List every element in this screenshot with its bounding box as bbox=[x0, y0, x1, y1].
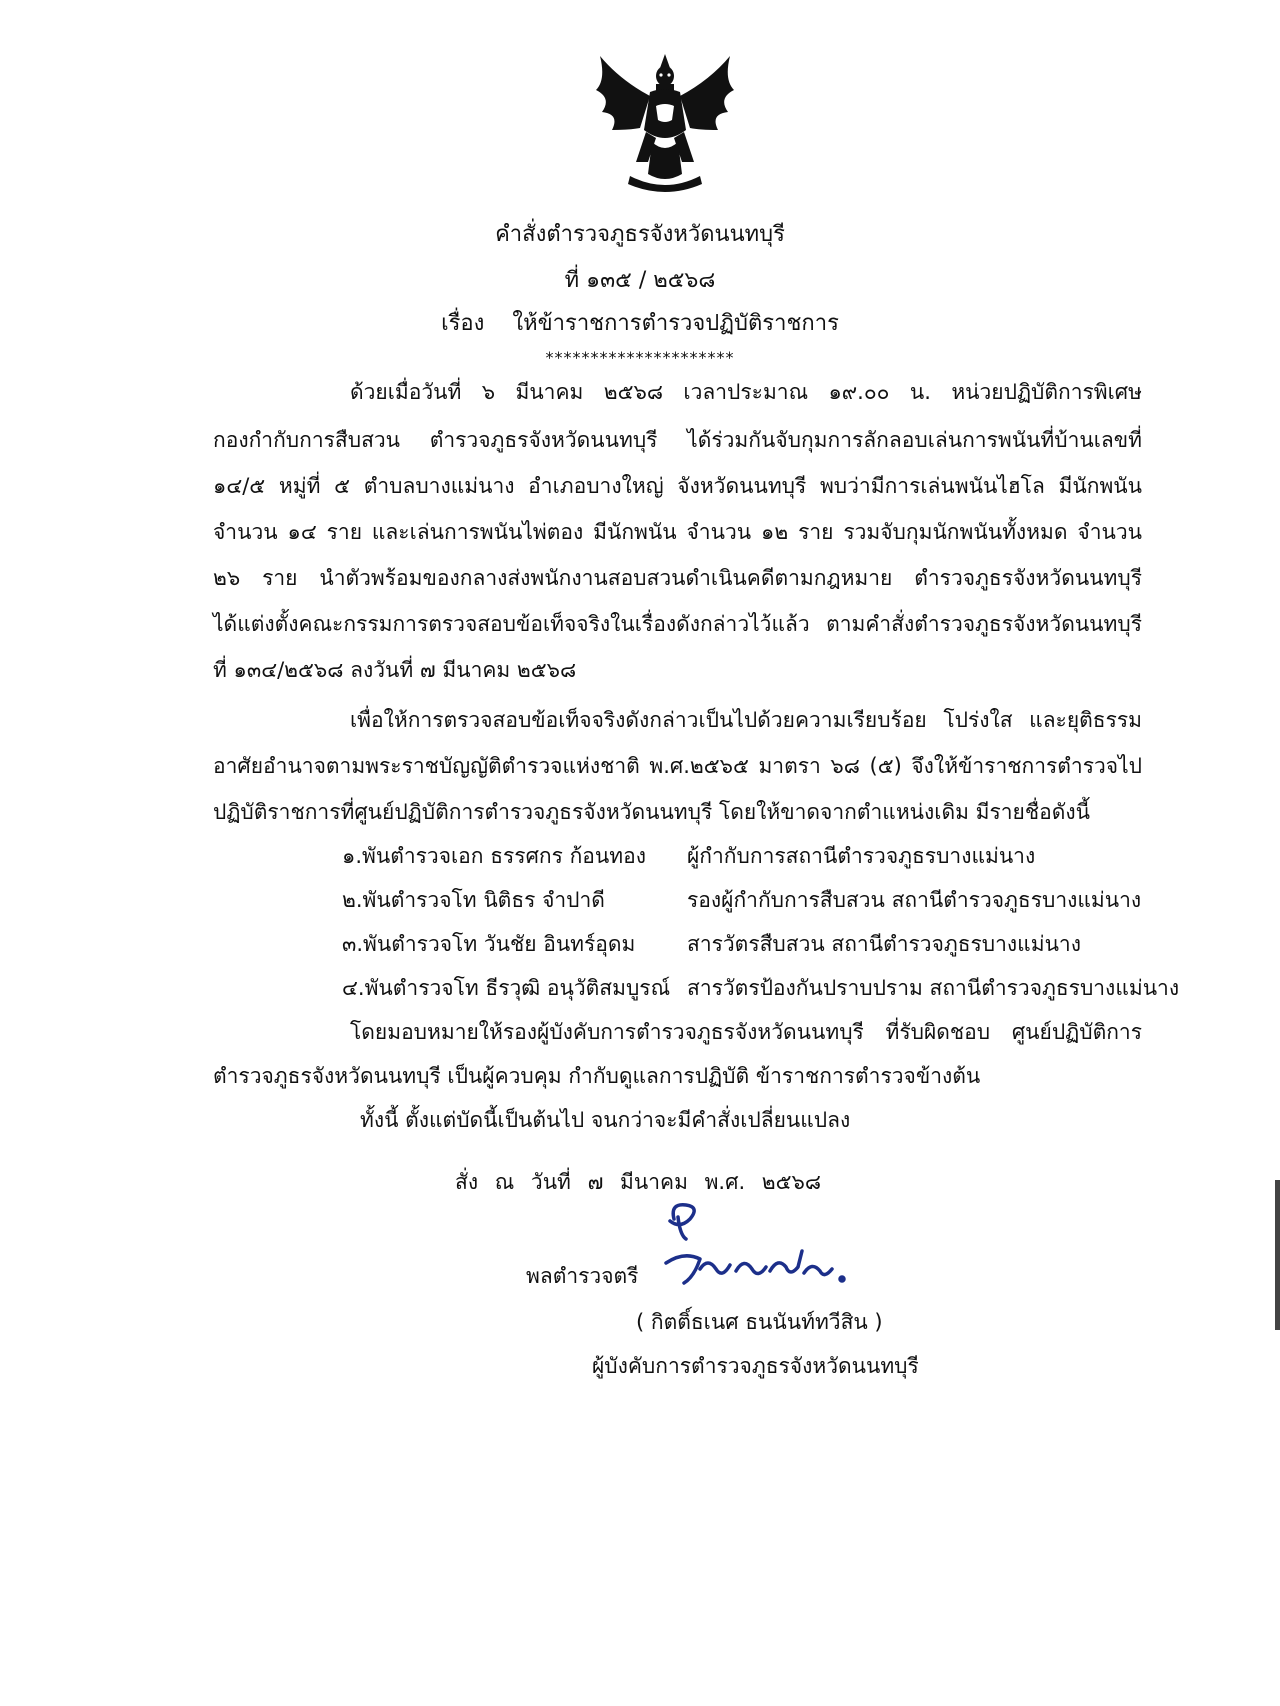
member-row bbox=[342, 972, 1179, 1005]
paragraph-4: ทั้งนี้ ตั้งแต่บัดนี้เป็นต้นไป จนกว่าจะมีคำสั่งเปลี่ยนแปลง bbox=[360, 1108, 851, 1132]
paragraph-1-line: ที่ ๑๓๔/๒๕๖๘ ลงวันที่ ๗ มีนาคม ๒๕๖๘ bbox=[213, 658, 577, 682]
paragraph-2-line: อาศัยอำนาจตามพระราชบัญญัติตำรวจแห่งชาติ พ.ศ.๒๕๖๕ มาตรา ๖๘ (๕) จึงให้ข้าราชการตำรวจไป bbox=[213, 754, 1142, 778]
member-name: ๑.พันตำรวจเอก ธรรศกร ก้อนทอง bbox=[342, 844, 646, 868]
member-position: สารวัตรสืบสวน สถานีตำรวจภูธรบางแม่นาง bbox=[687, 932, 1081, 956]
paragraph-1-line: กองกำกับการสืบสวน ตำรวจภูธรจังหวัดนนทบุรี ได้ร่วมกันจับกุมการลักลอบเล่นการพนันที่บ้านเลขที่ bbox=[213, 428, 1142, 452]
signer-rank: พลตำรวจตรี bbox=[526, 1264, 639, 1288]
member-row bbox=[342, 928, 1081, 961]
member-position: ผู้กำกับการสถานีตำรวจภูธรบางแม่นาง bbox=[687, 844, 1036, 868]
paragraph-1-line: ได้แต่งตั้งคณะกรรมการตรวจสอบข้อเท็จจริงในเรื่องดังกล่าวไว้แล้ว ตามคำสั่งตำรวจภูธรจังหวัดนนทบุรี bbox=[213, 612, 1142, 636]
paragraph-3-line: โดยมอบหมายให้รองผู้บังคับการตำรวจภูธรจังหวัดนนทบุรี ที่รับผิดชอบ ศูนย์ปฏิบัติการ bbox=[350, 1020, 1142, 1044]
member-row bbox=[342, 884, 1141, 917]
scan-edge-mark bbox=[1275, 1180, 1280, 1330]
member-name: ๔.พันตำรวจโท ธีรวุฒิ อนุวัติสมบูรณ์ bbox=[342, 976, 671, 1000]
signature-icon bbox=[660, 1195, 860, 1295]
title-divider: ********************* bbox=[545, 348, 735, 367]
member-name: ๓.พันตำรวจโท วันชัย อินทร์อุดม bbox=[342, 932, 636, 956]
paragraph-1-line: ๑๔/๕ หมู่ที่ ๕ ตำบลบางแม่นาง อำเภอบางใหญ่ จังหวัดนนทบุรี พบว่ามีการเล่นพนันไฮโล มีนักพนัน bbox=[213, 474, 1142, 498]
signer-name: ( กิตติ์ธเนศ ธนนันท์ทวีสิน ) bbox=[636, 1310, 883, 1334]
subject-label: เรื่อง bbox=[441, 311, 485, 336]
order-number: ที่ ๑๓๕ / ๒๕๖๘ bbox=[564, 268, 716, 293]
order-subject bbox=[0, 305, 1280, 340]
paragraph-1-line: ๒๖ ราย นำตัวพร้อมของกลางส่งพนักงานสอบสวนดำเนินคดีตามกฎหมาย ตำรวจภูธรจังหวัดนนทบุรี bbox=[213, 566, 1142, 590]
member-position: สารวัตรป้องกันปราบปราม สถานีตำรวจภูธรบางแม่นาง bbox=[687, 976, 1180, 1000]
member-position: รองผู้กำกับการสืบสวน สถานีตำรวจภูธรบางแม่นาง bbox=[687, 888, 1142, 912]
member-row bbox=[342, 840, 1035, 873]
signer-position: ผู้บังคับการตำรวจภูธรจังหวัดนนทบุรี bbox=[592, 1354, 919, 1378]
subject-text: ให้ข้าราชการตำรวจปฏิบัติราชการ bbox=[512, 311, 839, 336]
paragraph-3-line: ตำรวจภูธรจังหวัดนนทบุรี เป็นผู้ควบคุม กำกับดูแลการปฏิบัติ ข้าราชการตำรวจข้างต้น bbox=[213, 1064, 981, 1088]
order-date: สั่ง ณ วันที่ ๗ มีนาคม พ.ศ. ๒๕๖๘ bbox=[455, 1170, 822, 1194]
paragraph-1-line: จำนวน ๑๔ ราย และเล่นการพนันไพ่ตอง มีนักพนัน จำนวน ๑๒ ราย รวมจับกุมนักพนันทั้งหมด จำนวน bbox=[213, 520, 1142, 544]
paragraph-2-line: เพื่อให้การตรวจสอบข้อเท็จจริงดังกล่าวเป็นไปด้วยความเรียบร้อย โปร่งใส และยุติธรรม bbox=[350, 708, 1142, 732]
member-name: ๒.พันตำรวจโท นิติธร จำปาดี bbox=[342, 888, 605, 912]
order-title: คำสั่งตำรวจภูธรจังหวัดนนทบุรี bbox=[495, 222, 785, 247]
paragraph-1-line: ด้วยเมื่อวันที่ ๖ มีนาคม ๒๕๖๘ เวลาประมาณ ๑๙.๐๐ น. หน่วยปฏิบัติการพิเศษ bbox=[350, 380, 1142, 404]
paragraph-2-line: ปฏิบัติราชการที่ศูนย์ปฏิบัติการตำรวจภูธรจังหวัดนนทบุรี โดยให้ขาดจากตำแหน่งเดิม มีรายชื่อดังนี้ bbox=[213, 800, 1090, 824]
garuda-emblem-icon bbox=[590, 50, 740, 200]
